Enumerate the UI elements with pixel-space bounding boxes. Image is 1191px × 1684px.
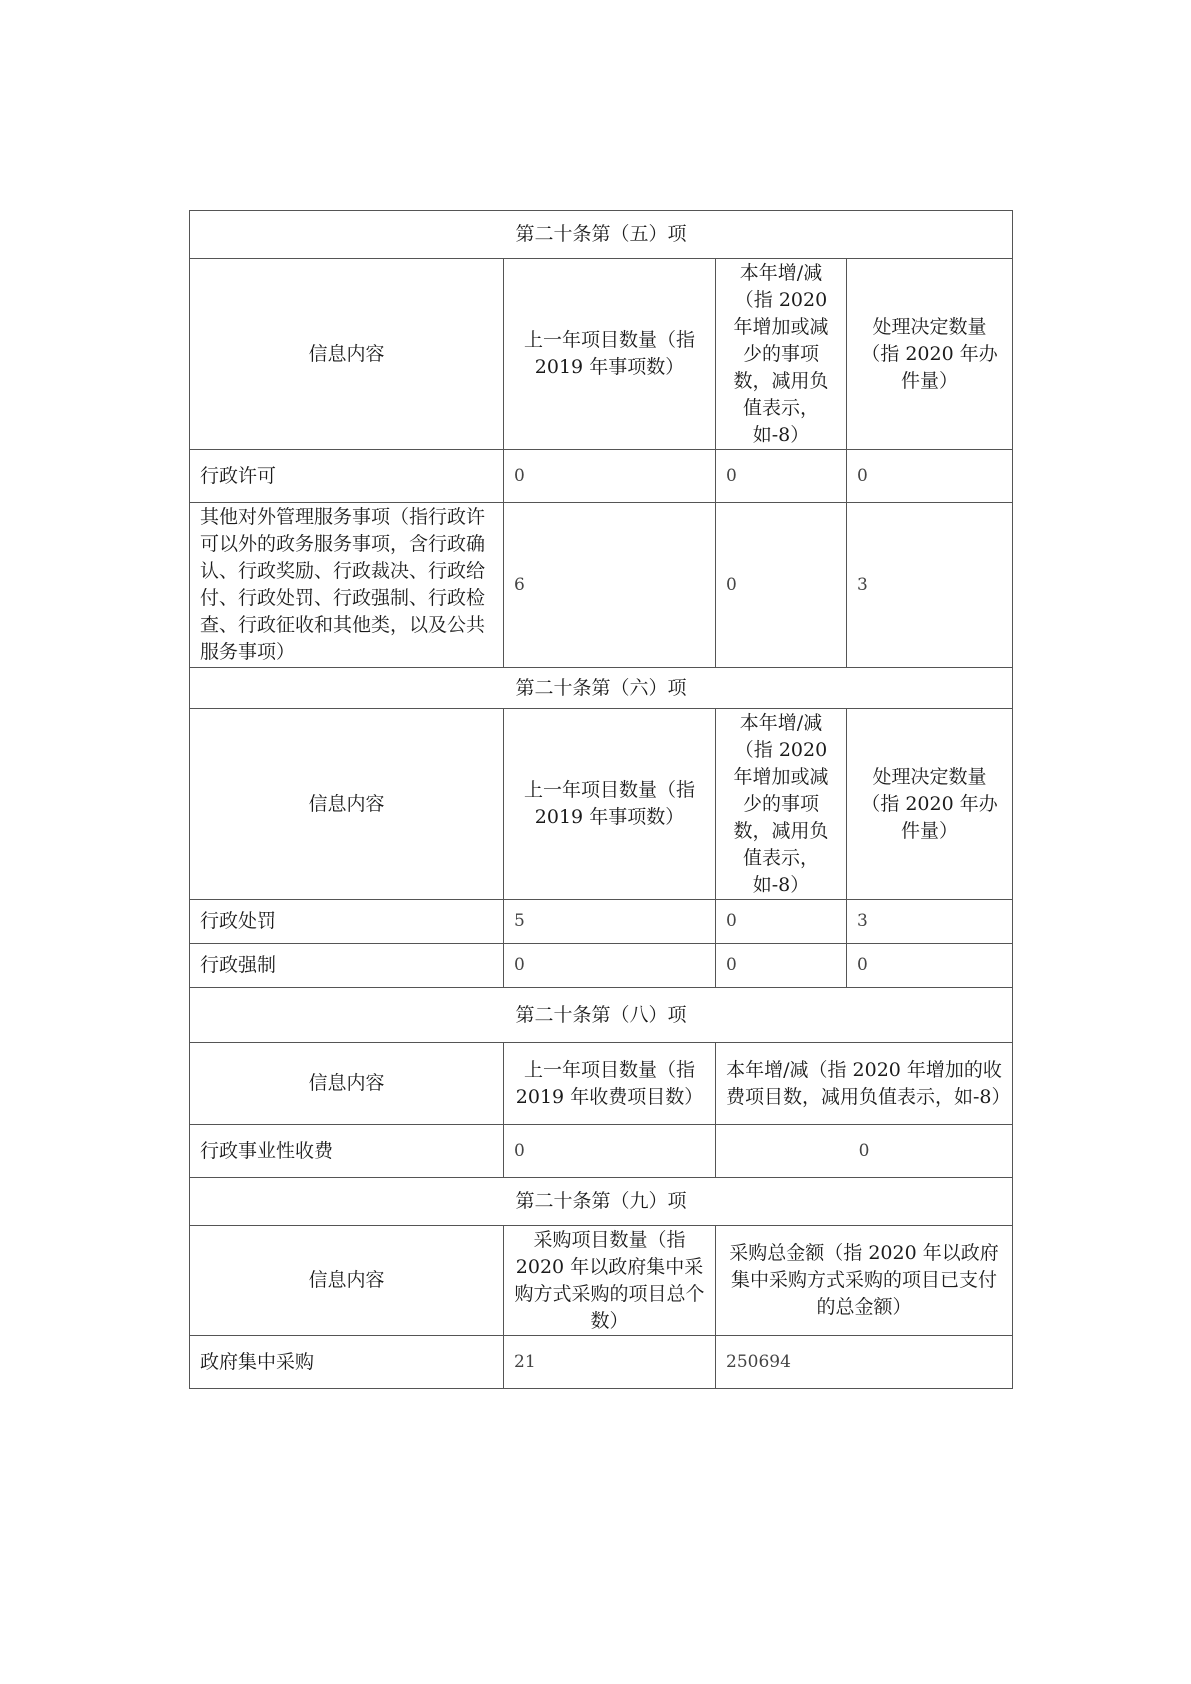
cell-value: 3	[847, 503, 1013, 668]
table-row	[190, 900, 1013, 944]
header-decision-count: 处理决定数量（指 2020 年办件量）	[847, 709, 1013, 900]
section-title-row	[190, 988, 1013, 1043]
header-procurement-amount: 采购总金额（指 2020 年以政府集中采购方式采购的项目已支付的总金额）	[716, 1226, 1013, 1336]
header-decision-count: 处理决定数量（指 2020 年办件量）	[847, 259, 1013, 450]
cell-value: 0	[716, 944, 847, 988]
section-title: 第二十条第（六）项	[190, 668, 1013, 709]
table-row	[190, 1336, 1013, 1389]
cell-value: 6	[504, 503, 716, 668]
cell-value: 0	[847, 944, 1013, 988]
section-title: 第二十条第（五）项	[190, 211, 1013, 259]
header-year-change: 本年增/减（指 2020 年增加或减少的事项数，减用负值表示，如-8）	[716, 709, 847, 900]
section-title-row	[190, 668, 1013, 709]
table-row	[190, 450, 1013, 503]
cell-value: 21	[504, 1336, 716, 1389]
section-title-row	[190, 1178, 1013, 1226]
cell-value: 3	[847, 900, 1013, 944]
row-label: 政府集中采购	[190, 1336, 504, 1389]
header-prev-year-count: 上一年项目数量（指 2019 年事项数）	[504, 259, 716, 450]
header-info-content: 信息内容	[190, 709, 504, 900]
header-info-content: 信息内容	[190, 259, 504, 450]
table-header-row	[190, 1043, 1013, 1125]
table-row	[190, 944, 1013, 988]
table-header-row	[190, 1226, 1013, 1336]
section-title: 第二十条第（八）项	[190, 988, 1013, 1043]
table-header-row	[190, 259, 1013, 450]
section-title-row	[190, 211, 1013, 259]
row-label: 行政事业性收费	[190, 1125, 504, 1178]
header-procurement-count: 采购项目数量（指 2020 年以政府集中采购方式采购的项目总个数）	[504, 1226, 716, 1336]
table-header-row	[190, 709, 1013, 900]
cell-value: 5	[504, 900, 716, 944]
header-info-content: 信息内容	[190, 1226, 504, 1336]
cell-value: 0	[716, 503, 847, 668]
report-sheet	[189, 210, 1012, 1389]
header-info-content: 信息内容	[190, 1043, 504, 1125]
header-prev-year-count: 上一年项目数量（指 2019 年事项数）	[504, 709, 716, 900]
row-label: 其他对外管理服务事项（指行政许可以外的政务服务事项，含行政确认、行政奖励、行政裁决、行政给付、行政处罚、行政强制、行政检查、行政征收和其他类，以及公共服务事项）	[190, 503, 504, 668]
row-label: 行政强制	[190, 944, 504, 988]
cell-value: 0	[504, 944, 716, 988]
cell-value: 0	[716, 450, 847, 503]
cell-value: 0	[504, 450, 716, 503]
cell-value: 0	[716, 1125, 1013, 1178]
section-title: 第二十条第（九）项	[190, 1178, 1013, 1226]
statistics-table	[189, 210, 1013, 1389]
row-label: 行政处罚	[190, 900, 504, 944]
header-year-change: 本年增/减（指 2020 年增加或减少的事项数，减用负值表示，如-8）	[716, 259, 847, 450]
header-prev-year-fee-count: 上一年项目数量（指 2019 年收费项目数）	[504, 1043, 716, 1125]
header-year-fee-change: 本年增/减（指 2020 年增加的收费项目数，减用负值表示，如-8）	[716, 1043, 1013, 1125]
cell-value: 250694	[716, 1336, 1013, 1389]
cell-value: 0	[716, 900, 847, 944]
cell-value: 0	[504, 1125, 716, 1178]
table-row	[190, 503, 1013, 668]
row-label: 行政许可	[190, 450, 504, 503]
cell-value: 0	[847, 450, 1013, 503]
table-row	[190, 1125, 1013, 1178]
